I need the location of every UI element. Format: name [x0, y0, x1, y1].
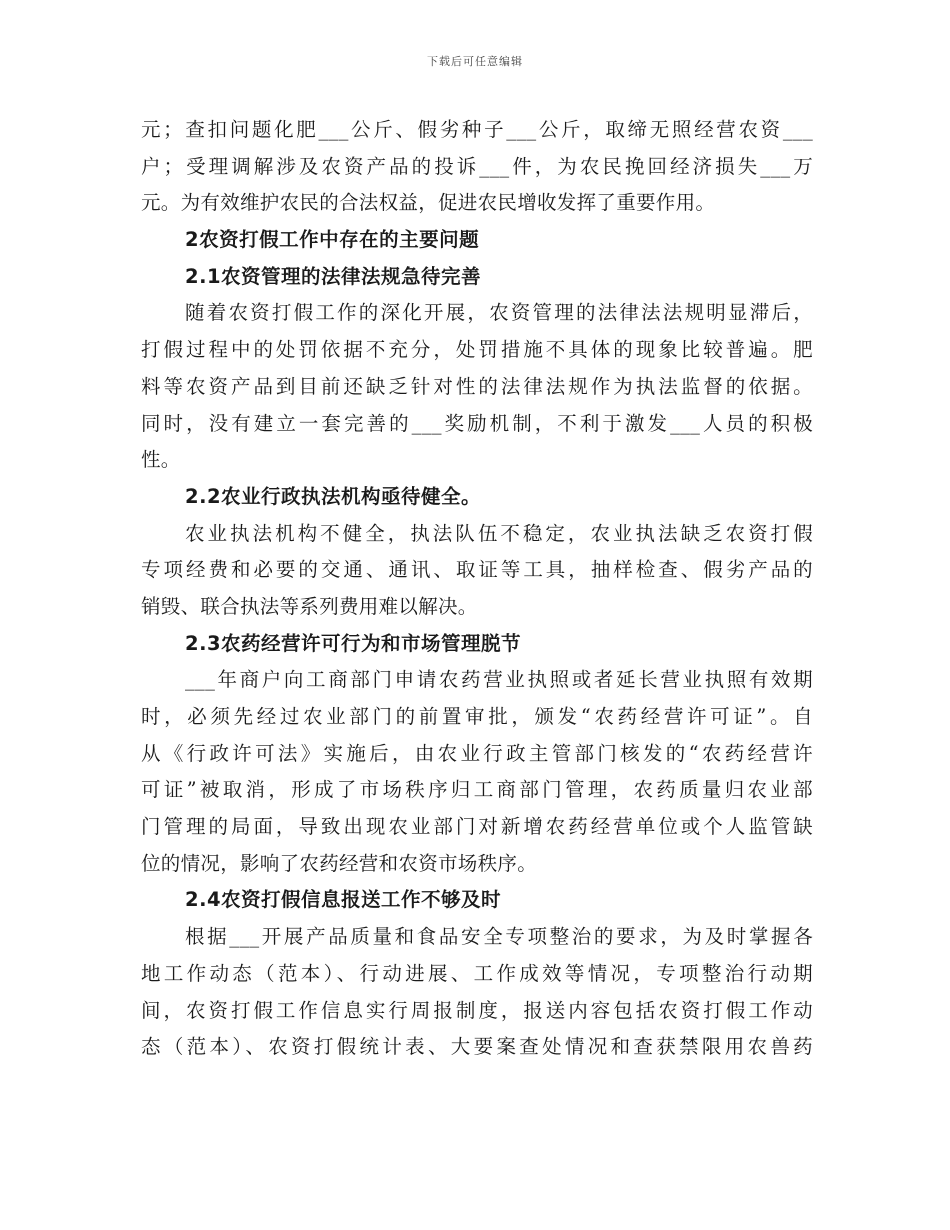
- document-body: [141, 112, 813, 1066]
- text-line: 户；受理调解涉及农资产品的投诉___件，为农民挽回经济损失___万: [141, 154, 813, 178]
- section-heading-2-2: 2.2农业行政执法机构亟待健全。: [185, 484, 482, 508]
- text-line: 门管理的局面，导致出现农业部门对新增农药经营单位或个人监管缺: [141, 815, 813, 839]
- section-heading-2-4: 2.4农资打假信息报送工作不够及时: [185, 888, 502, 912]
- text-line: 料等农资产品到目前还缺乏针对性的法律法规作为执法监督的依据。: [141, 374, 813, 398]
- text-line: 专项经费和必要的交通、通讯、取证等工具，抽样检查、假劣产品的: [141, 558, 813, 582]
- text-line: 同时，没有建立一套完善的___奖励机制，不利于激发___人员的积极: [141, 411, 813, 435]
- text-line: 元。为有效维护农民的合法权益，促进农民增收发挥了重要作用。: [141, 191, 716, 215]
- text-line: 随着农资打假工作的深化开展，农资管理的法律法法规明显滞后，: [185, 301, 813, 325]
- text-line: 位的情况，影响了农药经营和农资市场秩序。: [141, 851, 538, 875]
- text-line: ___年商户向工商部门申请农药营业执照或者延长营业执照有效期: [185, 668, 813, 692]
- text-line: 地工作动态（范本）、行动进展、工作成效等情况，专项整治行动期: [141, 961, 813, 985]
- text-line: 根据___开展产品质量和食品安全专项整治的要求，为及时掌握各: [185, 925, 813, 949]
- page-header-note: 下载后可任意编辑: [427, 55, 523, 68]
- text-line: 农业执法机构不健全，执法队伍不稳定，农业执法缺乏农资打假: [185, 521, 813, 545]
- text-line: 打假过程中的处罚依据不充分，处罚措施不具体的现象比较普遍。肥: [141, 338, 813, 362]
- text-line: 间，农资打假工作信息实行周报制度，报送内容包括农资打假工作动: [141, 998, 813, 1022]
- section-heading-2-1: 2.1农资管理的法律法规急待完善: [185, 264, 482, 288]
- text-line: 性。: [141, 448, 181, 472]
- text-line: 可证”被取消，形成了市场秩序归工商部门管理，农药质量归农业部: [141, 778, 813, 802]
- section-heading-2: 2农资打假工作中存在的主要问题: [185, 228, 480, 252]
- text-line: 从《行政许可法》实施后，由农业行政主管部门核发的“农药经营许: [141, 741, 813, 765]
- section-heading-2-3: 2.3农药经营许可行为和市场管理脱节: [185, 631, 522, 655]
- text-line: 时，必须先经过农业部门的前置审批，颁发“农药经营许可证”。自: [141, 705, 813, 728]
- text-line: 元；查扣问题化肥___公斤、假劣种子___公斤，取缔无照经营农资___: [141, 118, 813, 141]
- text-line: 销毁、联合执法等系列费用难以解决。: [141, 594, 478, 618]
- text-line: 态（范本）、农资打假统计表、大要案查处情况和查获禁限用农兽药: [141, 1035, 813, 1059]
